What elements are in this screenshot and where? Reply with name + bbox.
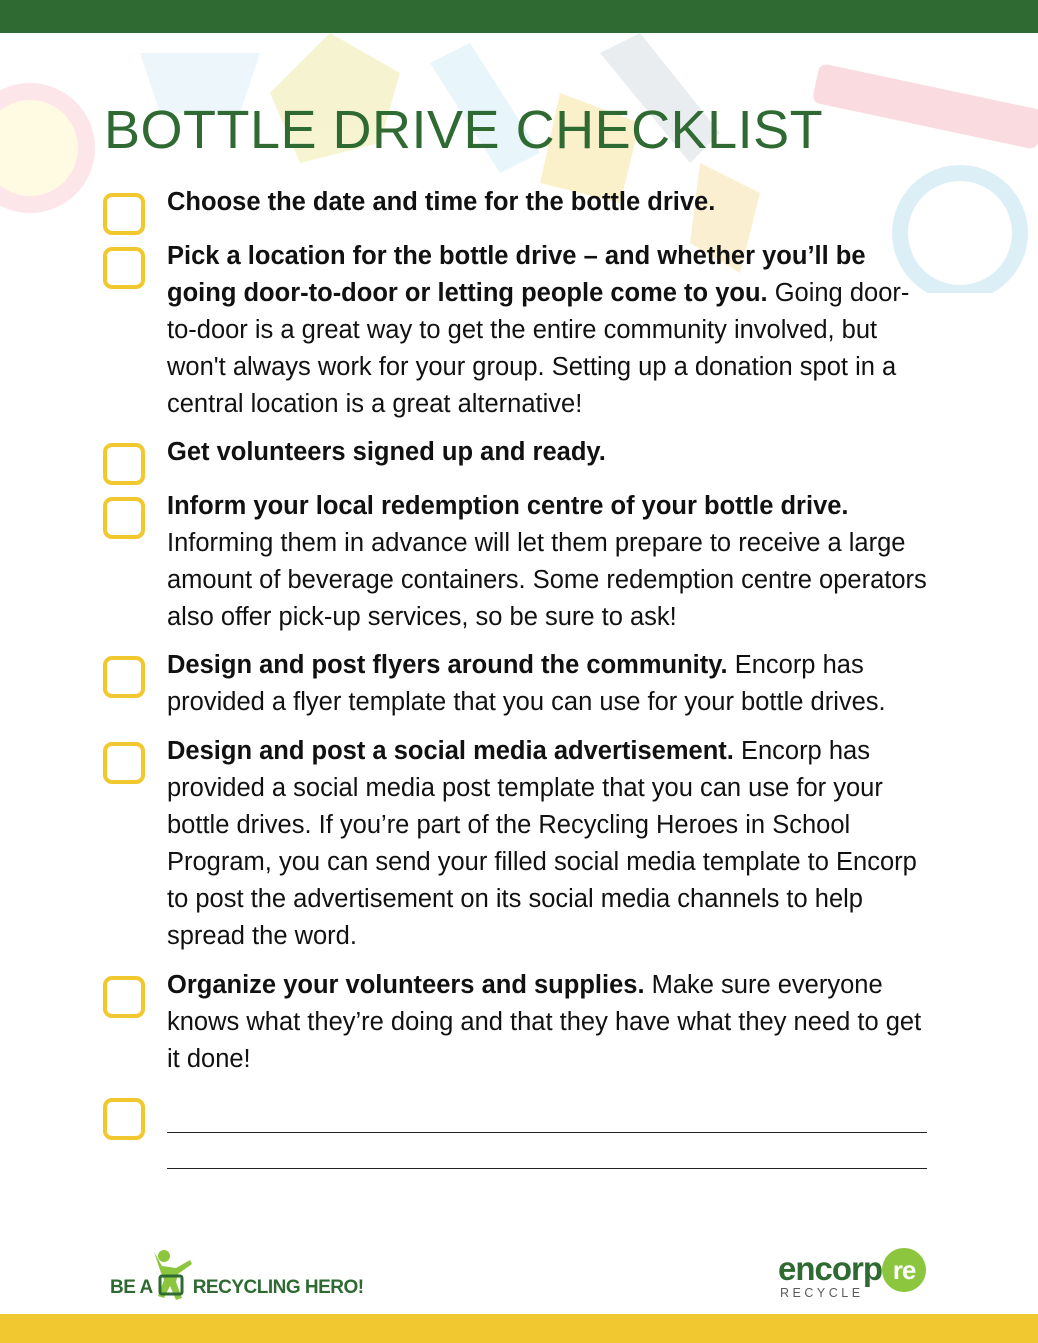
checkbox[interactable] xyxy=(103,443,145,485)
top-color-bar xyxy=(0,0,1038,33)
item-heading: Pick a location for the bottle drive – and whether you’ll be going door-to-door or letting people come to you. xyxy=(167,242,866,307)
hero-logo-suffix: RECYCLING HERO! xyxy=(192,1277,364,1298)
item-heading: Choose the date and time for the bottle drive. xyxy=(167,188,716,216)
checkbox[interactable] xyxy=(103,742,145,784)
item-description: Make sure everyone knows what they’re doing and that they have what they need to get it done! xyxy=(167,971,922,1073)
item-description: Encorp has provided a flyer template that you can use for your bottle drives. xyxy=(167,651,886,716)
item-description: Informing them in advance will let them prepare to receive a large amount of beverage containers. Some redemption centre operators also offer pick-up services, so be sure to ask! xyxy=(167,529,927,631)
item-description: Encorp has provided a social media post template that you can use for your bottle drives. If you’re part of the Recycling Heroes in School Program, you can send your filled social media template to Encorp to post the advertisement on its social media channels to help spread the word. xyxy=(167,737,917,950)
write-in-line[interactable] xyxy=(167,1168,927,1169)
recycle-tagline: RECYCLE xyxy=(780,1286,864,1300)
checkbox[interactable] xyxy=(103,193,145,235)
checkbox[interactable] xyxy=(103,656,145,698)
item-text xyxy=(167,184,937,221)
item-heading: Get volunteers signed up and ready. xyxy=(167,438,606,466)
item-heading: Organize your volunteers and supplies. xyxy=(167,971,645,999)
bottom-color-bar xyxy=(0,1314,1038,1343)
item-text xyxy=(167,434,937,471)
encorp-wordmark: encorp xyxy=(778,1250,883,1287)
checkbox[interactable] xyxy=(103,1098,145,1140)
checkbox[interactable] xyxy=(103,247,145,289)
re-circle-mark: re xyxy=(882,1248,926,1292)
be-a-recycling-hero-logo xyxy=(110,1246,364,1304)
page-title: BOTTLE DRIVE CHECKLIST xyxy=(104,100,824,160)
item-heading: Inform your local redemption centre of your bottle drive. xyxy=(167,492,849,520)
hero-logo-text xyxy=(110,1277,364,1299)
item-text xyxy=(167,238,937,423)
checkbox[interactable] xyxy=(103,976,145,1018)
item-heading: Design and post flyers around the community. xyxy=(167,651,728,679)
item-description: Going door-to-door is a great way to get the entire community involved, but won't always work for your group. Setting up a donation spot in a central location is a great alternative! xyxy=(167,279,910,418)
item-text xyxy=(167,647,937,721)
item-text xyxy=(167,733,937,955)
item-heading: Design and post a social media advertisement. xyxy=(167,737,734,765)
item-text xyxy=(167,488,937,636)
item-text xyxy=(167,967,937,1078)
encorp-recycle-logo xyxy=(778,1246,938,1304)
hero-logo-prefix: BE A xyxy=(110,1277,153,1298)
write-in-line[interactable] xyxy=(167,1132,927,1133)
checkbox[interactable] xyxy=(103,497,145,539)
